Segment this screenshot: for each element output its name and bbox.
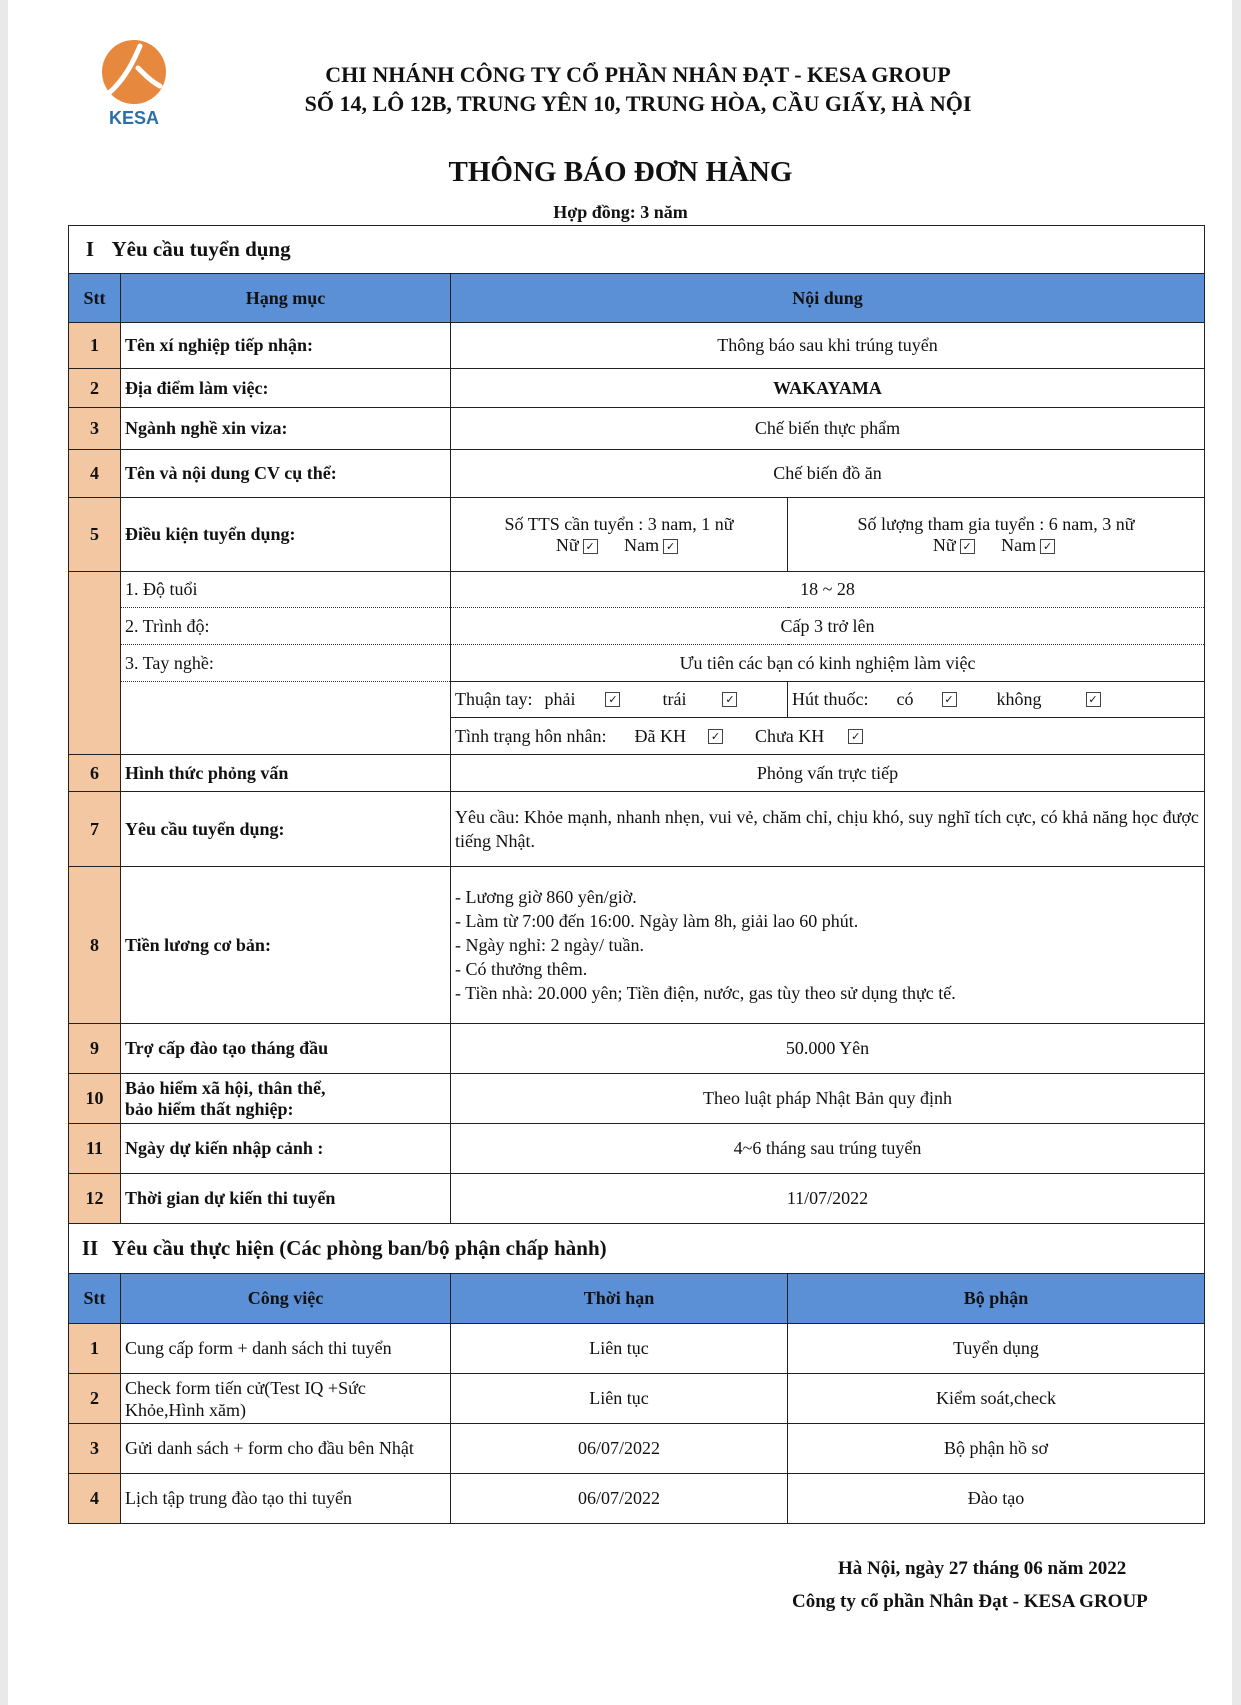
row-label xyxy=(121,1074,451,1124)
company-header xyxy=(228,60,1048,118)
age-label: 1. Độ tuổi xyxy=(121,572,451,608)
female-checkbox[interactable]: ✓ xyxy=(960,539,975,554)
row-stt: 12 xyxy=(69,1174,121,1224)
row-label: Điều kiện tuyển dụng: xyxy=(121,498,451,572)
row-label: Tên xí nghiệp tiếp nhận: xyxy=(121,323,451,369)
salary-line: - Có thưởng thêm. xyxy=(455,959,588,979)
male-label: Nam xyxy=(624,534,660,555)
table-row xyxy=(69,1024,1205,1074)
task-deadline: Liên tục xyxy=(451,1374,788,1424)
education-label: 2. Trình độ: xyxy=(121,608,451,645)
row-value: 11/07/2022 xyxy=(451,1174,1205,1224)
blank-cell xyxy=(121,682,451,755)
kesa-logo xyxy=(94,38,174,128)
married-checkbox[interactable]: ✓ xyxy=(708,729,723,744)
row-stt-blank xyxy=(69,572,121,755)
row-stt: 1 xyxy=(69,323,121,369)
salary-details xyxy=(451,867,1205,1024)
row-label: Yêu cầu tuyển dụng: xyxy=(121,792,451,867)
row-label: Ngày dự kiến nhập cảnh : xyxy=(121,1124,451,1174)
age-row xyxy=(69,572,1205,608)
salary-line: - Ngày nghỉ: 2 ngày/ tuần. xyxy=(455,935,644,955)
left-hand-label: trái xyxy=(662,689,687,709)
male-label: Nam xyxy=(1001,534,1037,555)
left-hand-checkbox[interactable]: ✓ xyxy=(722,692,737,707)
task-row xyxy=(69,1324,1205,1374)
section-2-header xyxy=(69,1224,1205,1274)
right-hand-label: phải xyxy=(544,689,576,709)
married-label: Đã KH xyxy=(634,725,686,746)
table-row xyxy=(69,867,1205,1024)
marital-label: Tình trạng hôn nhân: xyxy=(455,725,607,746)
row-stt: 3 xyxy=(69,1424,121,1474)
participant-count: Số lượng tham gia tuyển : 6 nam, 3 nữ xyxy=(857,513,1135,534)
row-stt: 4 xyxy=(69,1474,121,1524)
task-dept: Đào tạo xyxy=(788,1474,1205,1524)
col-header-task: Công việc xyxy=(121,1274,451,1324)
row-stt: 1 xyxy=(69,1324,121,1374)
smoking-cell xyxy=(788,682,1205,718)
row-stt: 4 xyxy=(69,450,121,498)
salary-line: - Lương giờ 860 yên/giờ. xyxy=(455,887,637,907)
signature-company: Công ty cổ phần Nhân Đạt - KESA GROUP xyxy=(792,1591,1148,1612)
company-address: SỐ 14, LÔ 12B, TRUNG YÊN 10, TRUNG HÒA, CẦU GIẤY, HÀ NỘI xyxy=(304,91,972,116)
row-value: Phỏng vấn trực tiếp xyxy=(451,755,1205,792)
smoking-no-label: không xyxy=(996,689,1042,709)
male-checkbox[interactable]: ✓ xyxy=(1040,539,1055,554)
row-stt: 7 xyxy=(69,792,121,867)
table-row xyxy=(69,1174,1205,1224)
col-header-deadline: Thời hạn xyxy=(451,1274,788,1324)
right-hand-checkbox[interactable]: ✓ xyxy=(605,692,620,707)
recruitment-conditions-row xyxy=(69,498,1205,572)
task-name: Lịch tập trung đào tạo thi tuyển xyxy=(121,1474,451,1524)
handedness-label: Thuận tay: xyxy=(455,689,533,709)
smoking-label: Hút thuốc: xyxy=(792,689,869,709)
page-title: THÔNG BÁO ĐƠN HÀNG xyxy=(448,156,793,188)
female-label: Nữ xyxy=(932,534,956,555)
task-deadline: Liên tục xyxy=(451,1324,788,1374)
row-label-line: Bảo hiểm xã hội, thân thể, xyxy=(125,1077,326,1098)
row-value: Thông báo sau khi trúng tuyển xyxy=(451,323,1205,369)
row-stt: 11 xyxy=(69,1124,121,1174)
requirements-text: Yêu cầu: Khỏe mạnh, nhanh nhẹn, vui vẻ, chăm chỉ, chịu khó, suy nghĩ tích cực, có khả năng học được tiếng Nhật. xyxy=(451,792,1205,867)
row-value: Chế biến thực phẩm xyxy=(451,408,1205,450)
col-header-dept: Bộ phận xyxy=(788,1274,1205,1324)
task-row xyxy=(69,1474,1205,1524)
salary-line: - Làm từ 7:00 đến 16:00. Ngày làm 8h, giải lao 60 phút. xyxy=(455,911,859,931)
row-stt: 5 xyxy=(69,498,121,572)
table-row xyxy=(69,369,1205,408)
row-stt: 6 xyxy=(69,755,121,792)
male-checkbox[interactable]: ✓ xyxy=(663,539,678,554)
col-header-stt: Stt xyxy=(69,1274,121,1324)
table-row xyxy=(69,755,1205,792)
row-stt: 9 xyxy=(69,1024,121,1074)
section-2-title: Yêu cầu thực hiện (Các phòng ban/bộ phận chấp hành) xyxy=(111,1236,607,1260)
document-page xyxy=(8,0,1232,1705)
trainee-count-cell xyxy=(451,498,788,572)
age-value: 18 ~ 28 xyxy=(451,572,1205,608)
row-value: Chế biến đồ ăn xyxy=(451,450,1205,498)
task-name-line: Khỏe,Hình xăm) xyxy=(125,1399,246,1420)
row-label: Trợ cấp đào tạo tháng đầu xyxy=(121,1024,451,1074)
company-name: CHI NHÁNH CÔNG TY CỔ PHẦN NHÂN ĐẠT - KESA GROUP xyxy=(325,62,951,87)
female-label: Nữ xyxy=(555,534,579,555)
task-row xyxy=(69,1424,1205,1474)
table-row xyxy=(69,792,1205,867)
task-dept: Kiểm soát,check xyxy=(788,1374,1205,1424)
signature-date: Hà Nội, ngày 27 tháng 06 năm 2022 xyxy=(838,1558,1127,1579)
table-row xyxy=(69,1124,1205,1174)
logo-text: KESA xyxy=(108,108,160,128)
row-value: Theo luật pháp Nhật Bản quy định xyxy=(451,1074,1205,1124)
education-row xyxy=(69,608,1205,645)
section-1-header xyxy=(69,226,1205,274)
task-name-line: Check form tiến cử(Test IQ +Sức xyxy=(125,1377,366,1398)
row-value: 4~6 tháng sau trúng tuyển xyxy=(451,1124,1205,1174)
task-dept: Bộ phận hồ sơ xyxy=(788,1424,1205,1474)
hand-smoke-row xyxy=(69,682,1205,718)
task-row xyxy=(69,1374,1205,1424)
row-stt: 10 xyxy=(69,1074,121,1124)
row-stt: 2 xyxy=(69,1374,121,1424)
row-label: Tên và nội dung CV cụ thể: xyxy=(121,450,451,498)
table-row xyxy=(69,408,1205,450)
female-checkbox[interactable]: ✓ xyxy=(583,539,598,554)
task-deadline: 06/07/2022 xyxy=(451,1424,788,1474)
task-name xyxy=(121,1374,451,1424)
table-header-row xyxy=(69,274,1205,323)
table-row xyxy=(69,1074,1205,1124)
single-label: Chưa KH xyxy=(754,725,825,746)
logo-icon xyxy=(94,38,174,128)
col-header-content: Nội dung xyxy=(451,274,1205,323)
row-label: Hình thức phỏng vấn xyxy=(121,755,451,792)
col-header-item: Hạng mục xyxy=(121,274,451,323)
row-value: 50.000 Yên xyxy=(451,1024,1205,1074)
row-label: Ngành nghề xin viza: xyxy=(121,408,451,450)
section-1-number: I xyxy=(85,237,95,261)
task-header-row xyxy=(69,1274,1205,1324)
table-row xyxy=(69,450,1205,498)
smoking-yes-checkbox[interactable]: ✓ xyxy=(942,692,957,707)
skill-value: Ưu tiên các bạn có kinh nghiệm làm việc xyxy=(451,645,1205,682)
trainee-count: Số TTS cần tuyển : 3 nam, 1 nữ xyxy=(504,513,734,534)
contract-term: Hợp đồng: 3 năm xyxy=(553,202,688,222)
row-label: Địa điểm làm việc: xyxy=(121,369,451,408)
education-value: Cấp 3 trở lên xyxy=(451,608,1205,645)
smoking-yes-label: có xyxy=(896,689,914,709)
participant-count-cell xyxy=(788,498,1205,572)
row-stt: 3 xyxy=(69,408,121,450)
col-header-stt: Stt xyxy=(69,274,121,323)
row-label-line: bảo hiểm thất nghiệp: xyxy=(125,1098,294,1119)
task-deadline: 06/07/2022 xyxy=(451,1474,788,1524)
task-name: Gửi danh sách + form cho đầu bên Nhật xyxy=(121,1424,451,1474)
skill-label: 3. Tay nghề: xyxy=(121,645,451,682)
task-name: Cung cấp form + danh sách thi tuyển xyxy=(121,1324,451,1374)
row-label: Thời gian dự kiến thi tuyển xyxy=(121,1174,451,1224)
handedness-cell xyxy=(451,682,788,718)
row-value: WAKAYAMA xyxy=(451,369,1205,408)
section-2-number: II xyxy=(81,1236,99,1260)
row-label: Tiền lương cơ bản: xyxy=(121,867,451,1024)
skill-row xyxy=(69,645,1205,682)
order-table xyxy=(68,225,1205,1524)
single-checkbox[interactable]: ✓ xyxy=(848,729,863,744)
row-stt: 2 xyxy=(69,369,121,408)
table-row xyxy=(69,323,1205,369)
task-dept: Tuyển dụng xyxy=(788,1324,1205,1374)
salary-line: - Tiền nhà: 20.000 yên; Tiền điện, nước, gas tùy theo sử dụng thực tế. xyxy=(455,983,956,1003)
smoking-no-checkbox[interactable]: ✓ xyxy=(1086,692,1101,707)
section-1-title: Yêu cầu tuyển dụng xyxy=(111,237,291,261)
row-stt: 8 xyxy=(69,867,121,1024)
marital-cell xyxy=(451,718,1205,755)
